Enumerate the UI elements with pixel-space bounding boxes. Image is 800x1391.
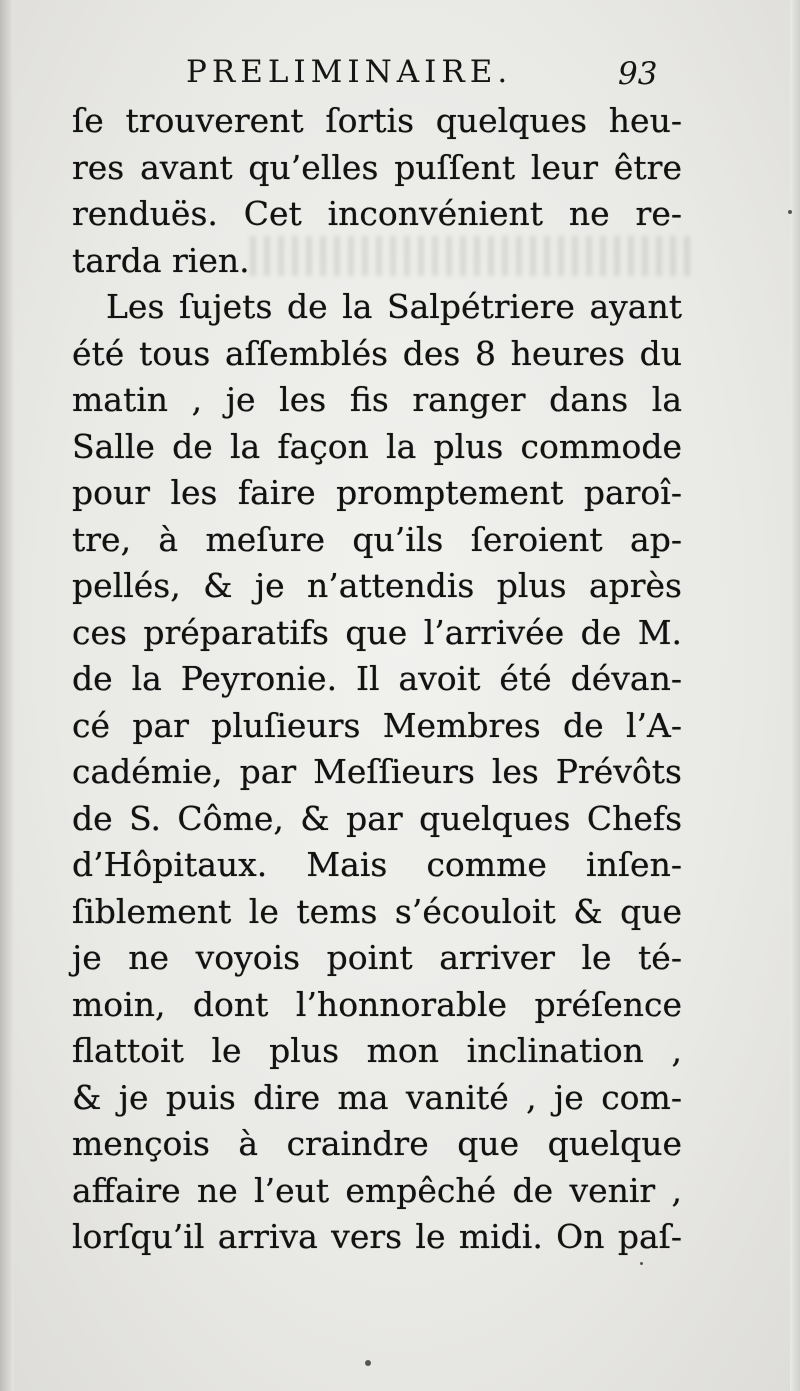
text-line: lorſqu’il arriva vers le midi. On paſ-	[72, 1217, 682, 1256]
text-line: de S. Côme, & par quelques Chefs	[72, 798, 682, 838]
text-line: je ne voyois point arriver le té-	[72, 938, 682, 977]
text-line: été tous aſſemblés des 8 heures du	[72, 333, 682, 373]
text-line: mençois à craindre que quelque	[72, 1124, 682, 1163]
text-line: pour les faire promptement paroî-	[72, 473, 682, 512]
page-gutter-shadow	[0, 0, 14, 1391]
text-line: affaire ne l’eut empêché de venir ,	[72, 1170, 682, 1210]
text-line: moin, dont l’honnorable préſence	[72, 984, 682, 1024]
page-header	[186, 48, 686, 98]
text-line: cadémie, par Meſſieurs les Prévôts	[72, 752, 682, 791]
text-line: ſe trouverent ſortis quelques heu-	[72, 101, 682, 140]
text-line: Salle de la façon la plus commode	[72, 426, 682, 466]
text-line: matin , je les fis ranger dans la	[72, 380, 682, 419]
page-edge-shadow	[790, 0, 800, 1391]
text-line: cé par pluſieurs Membres de l’A-	[72, 705, 682, 745]
text-line: tarda rien.	[72, 240, 250, 280]
text-line: tre, à meſure qu’ils ſeroient ap-	[72, 519, 682, 559]
paper-speck	[365, 1360, 371, 1366]
text-line: ces préparatifs que l’arrivée de M.	[72, 612, 682, 652]
text-line: flattoit le plus mon inclination ,	[72, 1031, 682, 1070]
text-line: & je puis dire ma vanité , je com-	[72, 1077, 682, 1117]
running-head: PRELIMINAIRE.	[186, 54, 513, 90]
text-line: d’Hôpitaux. Mais comme inſen-	[72, 845, 682, 884]
text-line: pellés, & je n’attendis plus après	[72, 566, 682, 605]
paper-speck	[788, 210, 792, 214]
paper-speck	[640, 1262, 643, 1265]
page-number: 93	[618, 56, 658, 92]
text-line: renduës. Cet inconvénient ne re-	[72, 194, 682, 233]
text-line: res avant qu’elles puſſent leur être	[72, 147, 682, 187]
paragraph-first-line: Les ſujets de la Salpétriere ayant	[106, 287, 682, 326]
text-line: ſiblement le tems s’écouloit & que	[72, 891, 682, 931]
body-text	[72, 98, 682, 1261]
text-line: de la Peyronie. Il avoit été dévan-	[72, 659, 682, 698]
